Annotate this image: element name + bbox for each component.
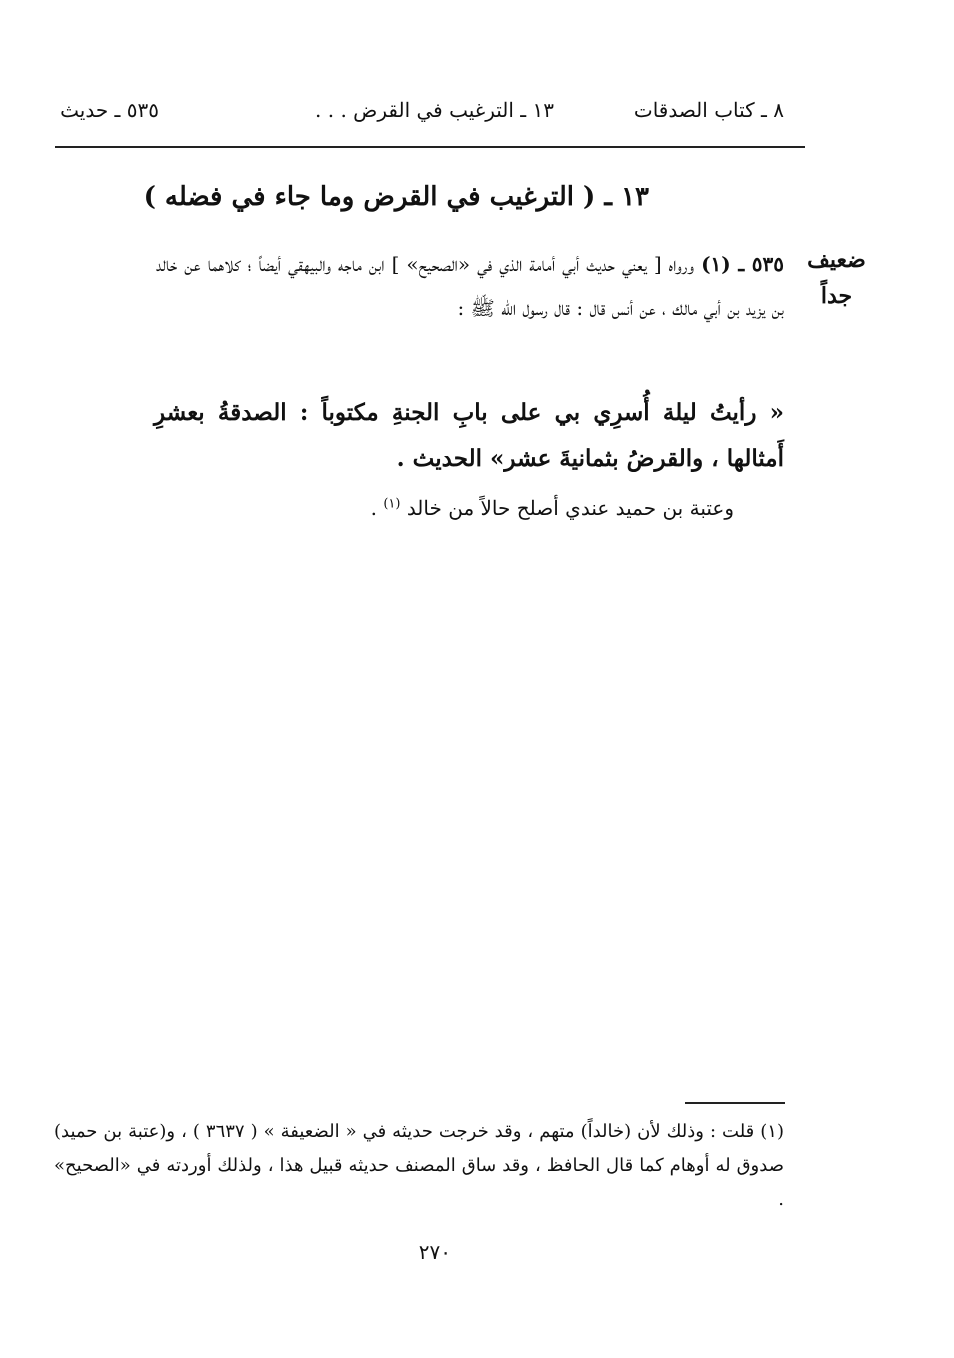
grade-label: ضعيف جداً [807, 247, 866, 309]
header-divider [55, 146, 805, 148]
author-note-text: وعتبة بن حميد عندي أصلح حالاً من خالد [406, 496, 734, 520]
chapter-heading: ١٣ ـ ( الترغيب في القرض وما جاء في فضله ) [143, 182, 649, 212]
hadith-quote: « رأيتُ ليلة أُسرِي بي على بابِ الجنةِ مكتوباً : الصدقةُ بعشرِ أَمثالها ، والقرضُ بثمانيةَ عشر» الحديث . [154, 399, 784, 472]
hadith-paragraph [156, 242, 784, 330]
page-number: ٢٧٠ [418, 1240, 451, 1264]
footnote-ref[interactable]: (١) [383, 496, 401, 512]
header-hadith-number: ٥٣٥ ـ حديث [60, 98, 159, 122]
hadith-text: ورواه [ يعني حديث أبي أمامة الذي في «الصحيح» ] ابن ماجه والبيهقي أيضاً ؛ كلاهما عن خالد بن يزيد بن أبي مالك ، عن أنس قال : قال رسول الله ﷺ : [156, 252, 784, 320]
footnote-divider [685, 1102, 785, 1104]
header-book-title: ٨ ـ كتاب الصدقات [633, 98, 784, 122]
footnote: (١) قلت : وذلك لأن (خالداً) متهم ، وقد خرجت حديثه في « الضعيفة » ( ٣٦٣٧ ) ، و(عتبة بن حميد) صدوق له أوهام كما قال الحافظ ، وقد ساق المصنف حديثه قبيل هذا ، ولذلك أوردته في «الصحيح» . [54, 1121, 784, 1210]
header-chapter-title: ١٣ ـ الترغيب في القرض . . . [315, 98, 554, 122]
author-note: وعتبة بن حميد عندي أصلح حالاً من خالد $^{(١)}$ . [370, 496, 734, 520]
hadith-number: ٥٣٥ ـ (١) [701, 252, 785, 276]
